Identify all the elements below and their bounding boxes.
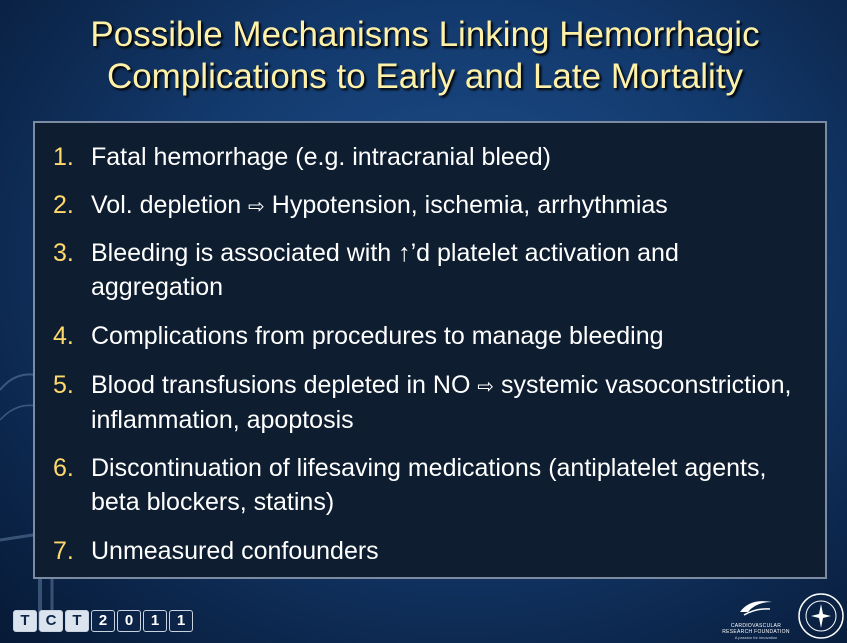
item-text: Bleeding is associated with ↑’d platelet activation and aggregation: [91, 239, 679, 301]
right-arrow-icon: ⇨: [477, 374, 495, 398]
item-number: 2.: [53, 191, 74, 219]
slide-title: [20, 14, 830, 98]
item-text: Blood transfusions depleted in NO ⇨ systemic vasoconstriction, inflammation, apoptosis: [91, 371, 792, 434]
title-line-1: Possible Mechanisms Linking Hemorrhagic: [90, 15, 760, 54]
right-arrow-icon: ⇨: [248, 194, 265, 218]
list-item: [53, 236, 813, 304]
swoosh-icon: [736, 596, 776, 618]
list-item: [53, 319, 813, 353]
item-number: 4.: [53, 322, 74, 350]
list-item: [53, 140, 813, 174]
list-item: [53, 368, 813, 437]
item-text: Vol. depletion ⇨ Hypotension, ischemia, arrhythmias: [91, 191, 668, 219]
item-number: 6.: [53, 454, 74, 482]
item-text: Fatal hemorrhage (e.g. intracranial bleed): [91, 143, 551, 171]
mechanisms-panel: [33, 121, 827, 579]
title-line-2: Complications to Early and Late Mortality: [106, 57, 744, 96]
item-text: Complications from procedures to manage bleeding: [91, 322, 664, 350]
item-number: 1.: [53, 143, 74, 171]
college-seal-icon: [797, 592, 845, 640]
crf-logo: CARDIOVASCULAR RESEARCH FOUNDATION A passion for innovation: [722, 596, 790, 640]
list-item: [53, 534, 813, 568]
item-number: 3.: [53, 239, 74, 267]
up-arrow-icon: ↑: [398, 239, 411, 267]
item-text: Unmeasured confounders: [91, 537, 379, 565]
item-number: 7.: [53, 537, 74, 565]
list-item: [53, 188, 813, 223]
tct-2011-logo: T C T 2 0 1 1: [13, 610, 193, 632]
item-text: Discontinuation of lifesaving medications (antiplatelet agents, beta blockers, statins): [91, 454, 767, 516]
list-item: [53, 451, 813, 519]
item-number: 5.: [53, 371, 74, 399]
